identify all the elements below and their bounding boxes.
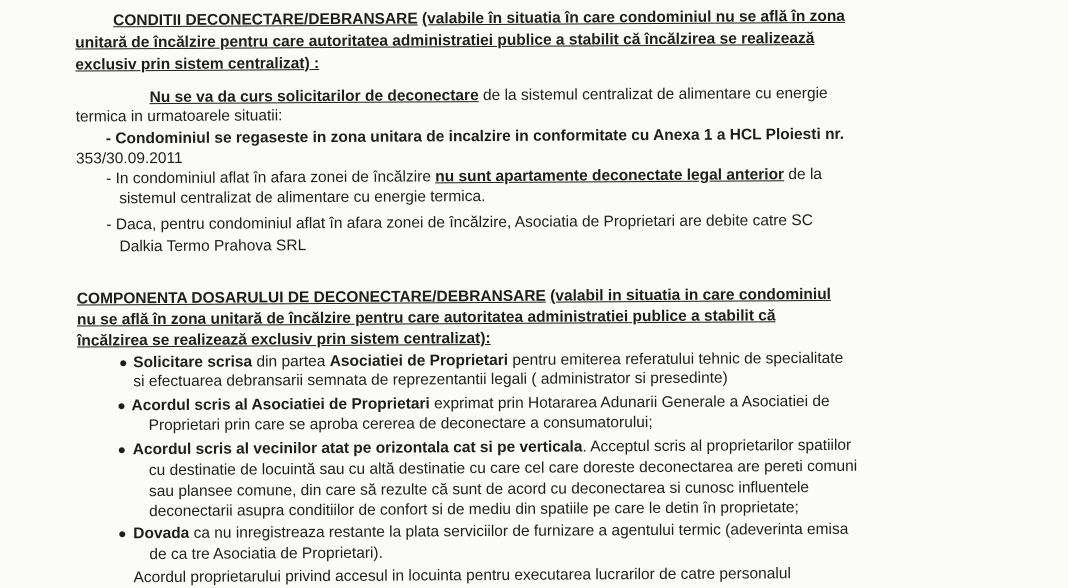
section1-heading-line-1 — [113, 7, 845, 30]
b3-text: . Acceptul scris al proprietarilor spatiilor — [582, 436, 852, 456]
b2-text: exprimat prin Hotararea Adunarii Generale a Asociatiei de — [434, 392, 830, 413]
section2-heading-line-2: nu se află în zona unitară de încălzire pentru care autoritatea administratiei publice a stabilit că — [76, 307, 776, 329]
section1-heading-line-2: unitară de încălzire pentru care autoritatea administratiei publice a stabilit că încălzirea se realizează — [75, 30, 815, 52]
requirement-item-3-line-4: deconectarii asupra conditiilor de confort si de mediu din spatiile pe care le detin în proprietate; — [149, 499, 799, 521]
condition-item-1-line-1: - Condominiul se regaseste in zona unitara de incalzire in conformitate cu Anexa 1 a HCL Ploiesti nr. — [105, 125, 845, 148]
requirement-item-1-line-2: si efectuarea debransarii semnata de reprezentantii legali ( administrator si presedinte) — [133, 369, 728, 391]
section1-title: CONDITII DECONECTARE/DEBRANSARE — [113, 10, 418, 30]
section2-heading-text: (valabil in situatia in care condominiul — [550, 285, 832, 305]
intro-emphasis: Nu se va da curs solicitarilor de deconectare — [149, 87, 479, 107]
bullet-dot — [120, 360, 126, 366]
condition-item-1-line-2: 353/30.09.2011 — [75, 149, 183, 168]
section1-intro-line-2: termica in urmatoarele situatii: — [75, 107, 283, 126]
b1-emphasis-2: Asociatiei de Proprietari — [329, 351, 509, 370]
condition-item-2-line-1 — [106, 165, 822, 188]
item2-suffix: de la — [788, 165, 823, 184]
b2-emphasis: Acordul scris al Asociatiei de Proprietari — [131, 395, 430, 415]
condition-item-3-line-1: - Daca, pentru condominiul aflat în afara zonei de încălzire, Asociatia de Proprietari are debite catre SC — [106, 212, 813, 234]
requirement-item-2-line-2: Proprietari prin care se aproba cererea de deconectare a consumatorului; — [148, 414, 653, 435]
section2-heading-line-3: încălzirea se realizează exclusiv prin sistem centralizat): — [77, 330, 491, 350]
intro-text: de la sistemul centralizat de alimentare cu energie — [482, 84, 828, 105]
section1-intro-line-1 — [150, 84, 828, 107]
section2-heading-line-1 — [77, 285, 831, 309]
b3-emphasis: Acordul scris al vecinilor atat pe orizontala cat si pe verticala — [132, 438, 583, 459]
requirement-item-4-line-1 — [133, 520, 848, 543]
b4-emphasis: Dovada — [133, 524, 190, 543]
requirement-item-2-line-1 — [131, 392, 829, 415]
b1-emphasis-1: Solicitare scrisa — [133, 353, 253, 372]
section2-title: COMPONENTA DOSARULUI DE DECONECTARE/DEBRANSARE — [76, 287, 546, 308]
condition-item-3-line-2: Dalkia Termo Prahova SRL — [119, 237, 307, 256]
requirement-item-4-line-2: de ca tre Asociatia de Proprietari). — [149, 544, 383, 564]
item2-text: - In condominiul aflat în afara zonei de încălzire — [106, 168, 431, 188]
section1-heading-text: (valabile în situatia în care condominiul nu se află în zona — [421, 7, 845, 28]
requirement-item-3-line-3: sau plansee comune, din care să rezulte că sunt de acord cu deconectarea si cunosc influentele — [148, 479, 810, 501]
b1-rest: pentru emiterea referatului tehnic de specialitate — [512, 349, 844, 369]
requirement-item-3-line-2: cu destinatie de locuintă sau cu altă destinatie cu care cel care doreste deconectarea are pereti comuni — [148, 457, 858, 480]
condition-item-2-line-2: sistemul centralizat de alimentare cu energie termica. — [119, 188, 486, 208]
item2-emphasis: nu sunt apartamente deconectate legal anterior — [435, 166, 785, 186]
requirement-item-5-line-1-partial: Acordul proprietarului privind accesul in locuinta pentru executarea lucrarilor de catre personalul — [133, 565, 791, 587]
section1-heading-line-3: exclusiv prin sistem centralizat) : — [75, 55, 320, 74]
bullet-dot — [119, 531, 125, 537]
b1-text: din partea — [256, 353, 326, 371]
requirement-item-3-line-1 — [133, 436, 852, 459]
bullet-dot — [118, 403, 124, 409]
requirement-item-1-line-1 — [133, 349, 843, 372]
bullet-dot — [119, 447, 125, 453]
b4-text: ca nu inregistreaza restante la plata serviciilor de furnizare a agentului termic (adeverinta emisa — [193, 520, 849, 542]
